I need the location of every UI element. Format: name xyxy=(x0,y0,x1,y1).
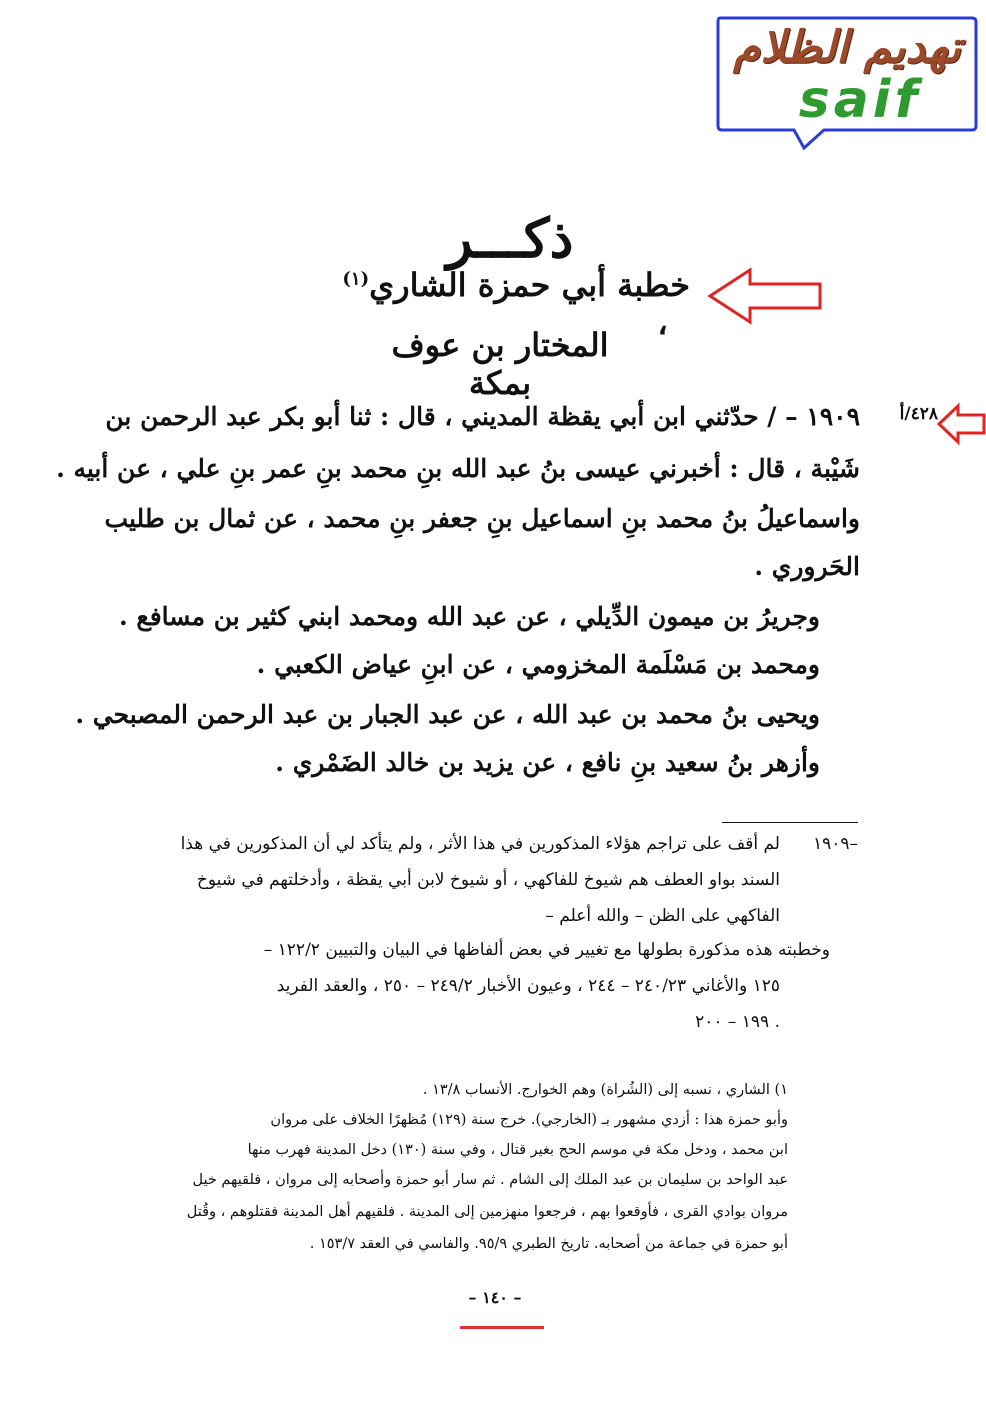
margin-folio-ref: ٤٢٨/أ xyxy=(899,404,938,424)
footnote-line: لم أقف على تراجم هؤلاء المذكورين في هذا الأثر ، ولم يتأكد لي أن المذكورين في هذا xyxy=(180,834,780,854)
note-line: مروان بوادي القرى ، فأوقعوا بهم ، فرجعوا منهزمين إلى المدينة . فلقيهم أهل المدينة فقتلوهم ، وقُتل xyxy=(186,1204,788,1220)
footnote-number: ١٩٠٩– xyxy=(812,834,858,854)
footnote-separator xyxy=(722,822,858,823)
note-line: ابن محمد ، ودخل مكة في موسم الحج بغير قتال ، وفي سنة (١٣٠) دخل المدينة فهرب منها xyxy=(247,1142,788,1158)
body-line: واسماعيلُ بنُ محمد بنِ اسماعيل بنِ جعفر بنِ محمد ، عن ثمال بن طليب xyxy=(104,504,860,533)
footnote-line: الفاكهي على الظن – والله أعلم – xyxy=(545,906,780,926)
left-arrow-icon xyxy=(706,266,824,326)
body-line: وأزهر بنُ سعيد بنِ نافع ، عن يزيد بن خالد الضَمْري . xyxy=(275,748,820,777)
watermark-arabic-text: تهديم الظلام xyxy=(733,22,961,73)
body-line: شَيْبة ، قال : أخبرني عيسى بنُ عبد الله بنِ محمد بنِ عمر بنِ علي ، عن أبيه . xyxy=(56,454,860,483)
body-line: الحَروري . xyxy=(754,552,860,581)
body-line: ويحيى بنُ محمد بن عبد الله ، عن عبد الجبار بن عبد الرحمن المصبحي . xyxy=(75,700,820,729)
footnote-line: ١٩٩ – ٢٠٠ . xyxy=(695,1012,780,1032)
subtitle-line: المختار بن عوف بمكة xyxy=(391,326,609,402)
title-comma: ، xyxy=(657,304,668,342)
footnote-line: السند بواو العطف هم شيوخ للفاكهي ، أو شيوخ لابن أبي يقظة ، وأدخلتهم في شيوخ xyxy=(196,870,780,890)
title-footnote-marker: (١) xyxy=(342,268,370,290)
page-number-underline xyxy=(460,1326,544,1329)
note-line: أبو حمزة في جماعة من أصحابه. تاريخ الطبري ٩٥/٩. والفاسي في العقد ١٥٣/٧ . xyxy=(309,1236,788,1252)
watermark-latin-text: saif xyxy=(798,70,922,130)
body-line: وجريرُ بن ميمون الدِّيلي ، عن عبد الله ومحمد ابني كثير بن مسافع . xyxy=(119,602,820,631)
left-arrow-small-icon xyxy=(936,402,986,446)
page-number: – ١٤٠ – xyxy=(468,1288,522,1307)
body-line: ١٩٠٩ – / حدّثني ابن أبي يقظة المديني ، قال : ثنا أبو بكر عبد الرحمن بن xyxy=(105,402,860,431)
body-line: ومحمد بن مَسْلَمة المخزومي ، عن ابنِ عياض الكعبي . xyxy=(256,650,820,679)
note-line: وأبو حمزة هذا : أزدي مشهور بـ (الخارجي). خرج سنة (١٢٩) مُظهرًا الخلاف على مروان xyxy=(270,1112,788,1128)
note-line: عبد الواحد بن سليمان بن عبد الملك إلى الشام . ثم سار أبو حمزة وأصحابه إلى مروان ، فلقيهم خيل xyxy=(192,1172,788,1188)
footnote-line: وخطبته هذه مذكورة بطولها مع تغيير في بعض ألفاظها في البيان والتبيين ١٢٢/٢ – xyxy=(263,940,830,960)
section-heading: ذكـــر xyxy=(446,206,574,270)
title-text: خطبة أبي حمزة الشاري xyxy=(369,266,690,304)
footnote-line: ١٢٥ والأغاني ٢٤٠/٢٣ – ٢٤٤ ، وعيون الأخبار ٢٤٩/٢ – ٢٥٠ ، والعقد الفريد xyxy=(276,976,780,996)
note-line: ١) الشاري ، نسبه إلى (الشُراة) وهم الخوارج. الأنساب ١٣/٨ . xyxy=(422,1082,788,1098)
